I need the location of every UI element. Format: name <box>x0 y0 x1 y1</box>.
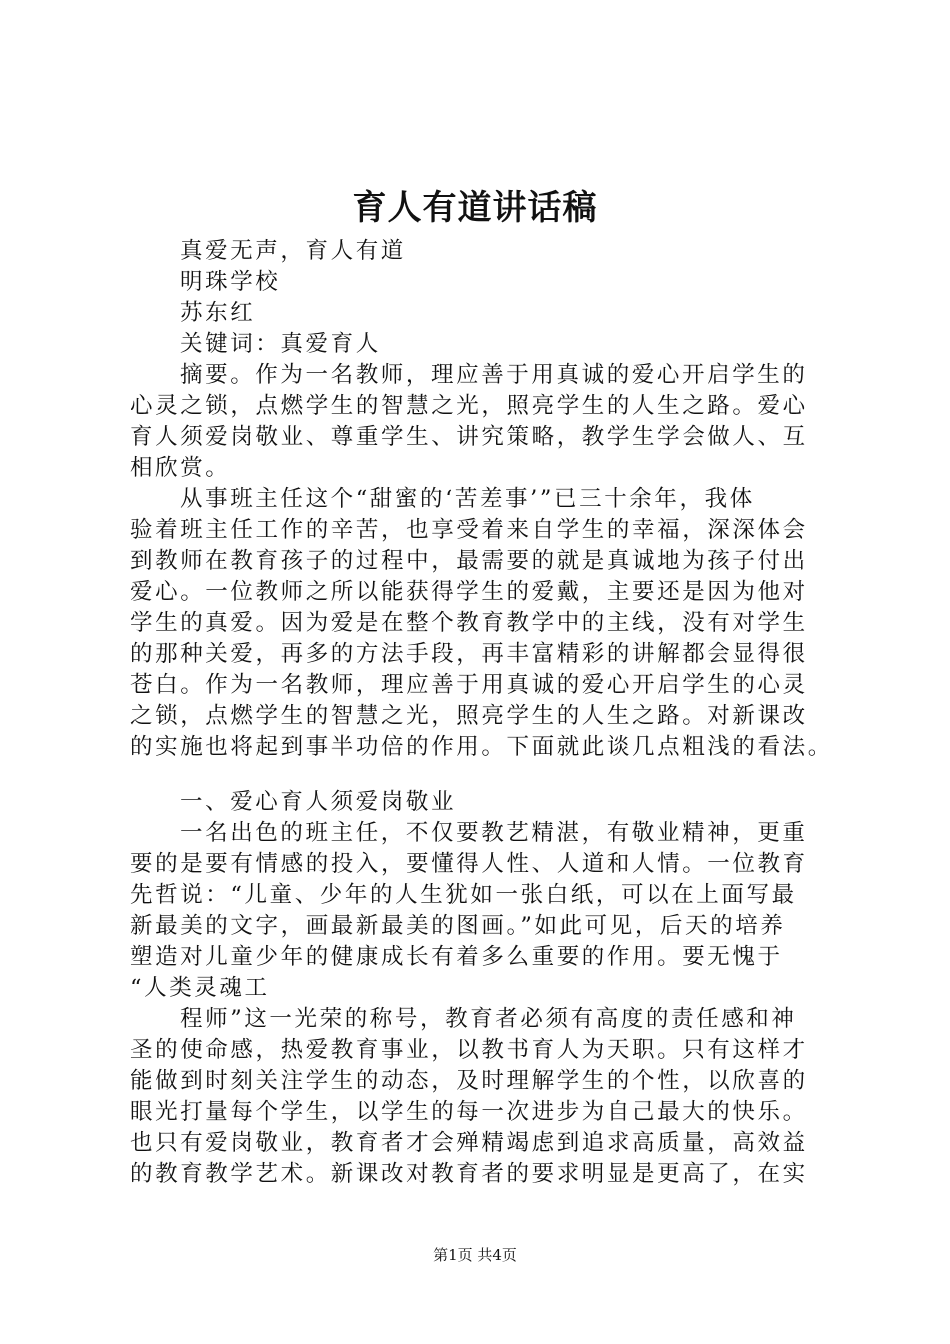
keywords-line: 关键词：真爱育人 <box>180 331 381 357</box>
text-line: 先哲说：“儿童、少年的人生犹如一张白纸，可以在上面写最 <box>130 882 797 908</box>
text-line: 相欣赏。 <box>130 455 231 481</box>
text-line: 爱心。一位教师之所以能获得学生的爱戴，主要还是因为他对 <box>130 579 808 605</box>
paragraph-gap <box>130 763 830 787</box>
text-line: 心灵之锁，点燃学生的智慧之光，照亮学生的人生之路。爱心 <box>130 393 808 419</box>
text-line: 一名出色的班主任，不仅要教艺精湛，有敬业精神，更重 <box>180 820 808 846</box>
author-line: 苏东红 <box>180 300 256 326</box>
text-line: 也只有爱岗敬业，教育者才会殚精竭虑到追求高质量，高效益 <box>130 1130 808 1156</box>
text-line: 到教师在教育孩子的过程中，最需要的就是真诚地为孩子付出 <box>130 548 808 574</box>
text-line: 之锁，点燃学生的智慧之光，照亮学生的人生之路。对新课改 <box>130 703 808 729</box>
text-line: 程师”这一光荣的称号，教育者必须有高度的责任感和神 <box>180 1006 797 1032</box>
text-line: 验着班主任工作的辛苦，也享受着来自学生的幸福，深深体会 <box>130 517 808 543</box>
school-line: 明珠学校 <box>180 269 281 295</box>
subtitle-line: 真爱无声，育人有道 <box>180 238 406 264</box>
text-line: 圣的使命感，热爱教育事业，以教书育人为天职。只有这样才 <box>130 1037 808 1063</box>
text-line: 的教育教学艺术。新课改对教育者的要求明显是更高了，在实 <box>130 1161 808 1187</box>
abstract-paragraph <box>130 360 830 484</box>
section1-paragraph-1 <box>130 818 830 1004</box>
text-line: 摘要。作为一名教师，理应善于用真诚的爱心开启学生的 <box>180 362 808 388</box>
page-number-footer: 第1页 共4页 <box>433 1246 517 1264</box>
text-line: 的那种关爱，再多的方法手段，再丰富精彩的讲解都会显得很 <box>130 641 808 667</box>
document-title: 育人有道讲话稿 <box>352 188 598 228</box>
text-line: 育人须爱岗敬业、尊重学生、讲究策略，教学生学会做人、互 <box>130 424 808 450</box>
text-line: 眼光打量每个学生，以学生的每一次进步为自己最大的快乐。 <box>130 1099 808 1125</box>
text-line: 新最美的文字，画最新最美的图画。”如此可见，后天的培养 <box>130 913 786 939</box>
text-line: 能做到时刻关注学生的动态，及时理解学生的个性，以欣喜的 <box>130 1068 808 1094</box>
text-line: 的实施也将起到事半功倍的作用。下面就此谈几点粗浅的看法。 <box>130 734 833 760</box>
text-line: 要的是要有情感的投入，要懂得人性、人道和人情。一位教育 <box>130 851 808 877</box>
text-line: 学生的真爱。因为爱是在整个教育教学中的主线，没有对学生 <box>130 610 808 636</box>
text-line: 塑造对儿童少年的健康成长有着多么重要的作用。要无愧于 <box>130 944 783 970</box>
section1-paragraph-2 <box>130 1004 830 1190</box>
section-heading: 一、爱心育人须爱岗敬业 <box>180 789 457 815</box>
intro-paragraph <box>130 484 833 763</box>
text-line: “人类灵魂工 <box>130 975 270 1001</box>
text-line: 从事班主任这个“甜蜜的‘苦差事’”已三十余年，我体 <box>180 486 755 512</box>
text-line: 苍白。作为一名教师，理应善于用真诚的爱心开启学生的心灵 <box>130 672 808 698</box>
document-body <box>130 236 833 1190</box>
